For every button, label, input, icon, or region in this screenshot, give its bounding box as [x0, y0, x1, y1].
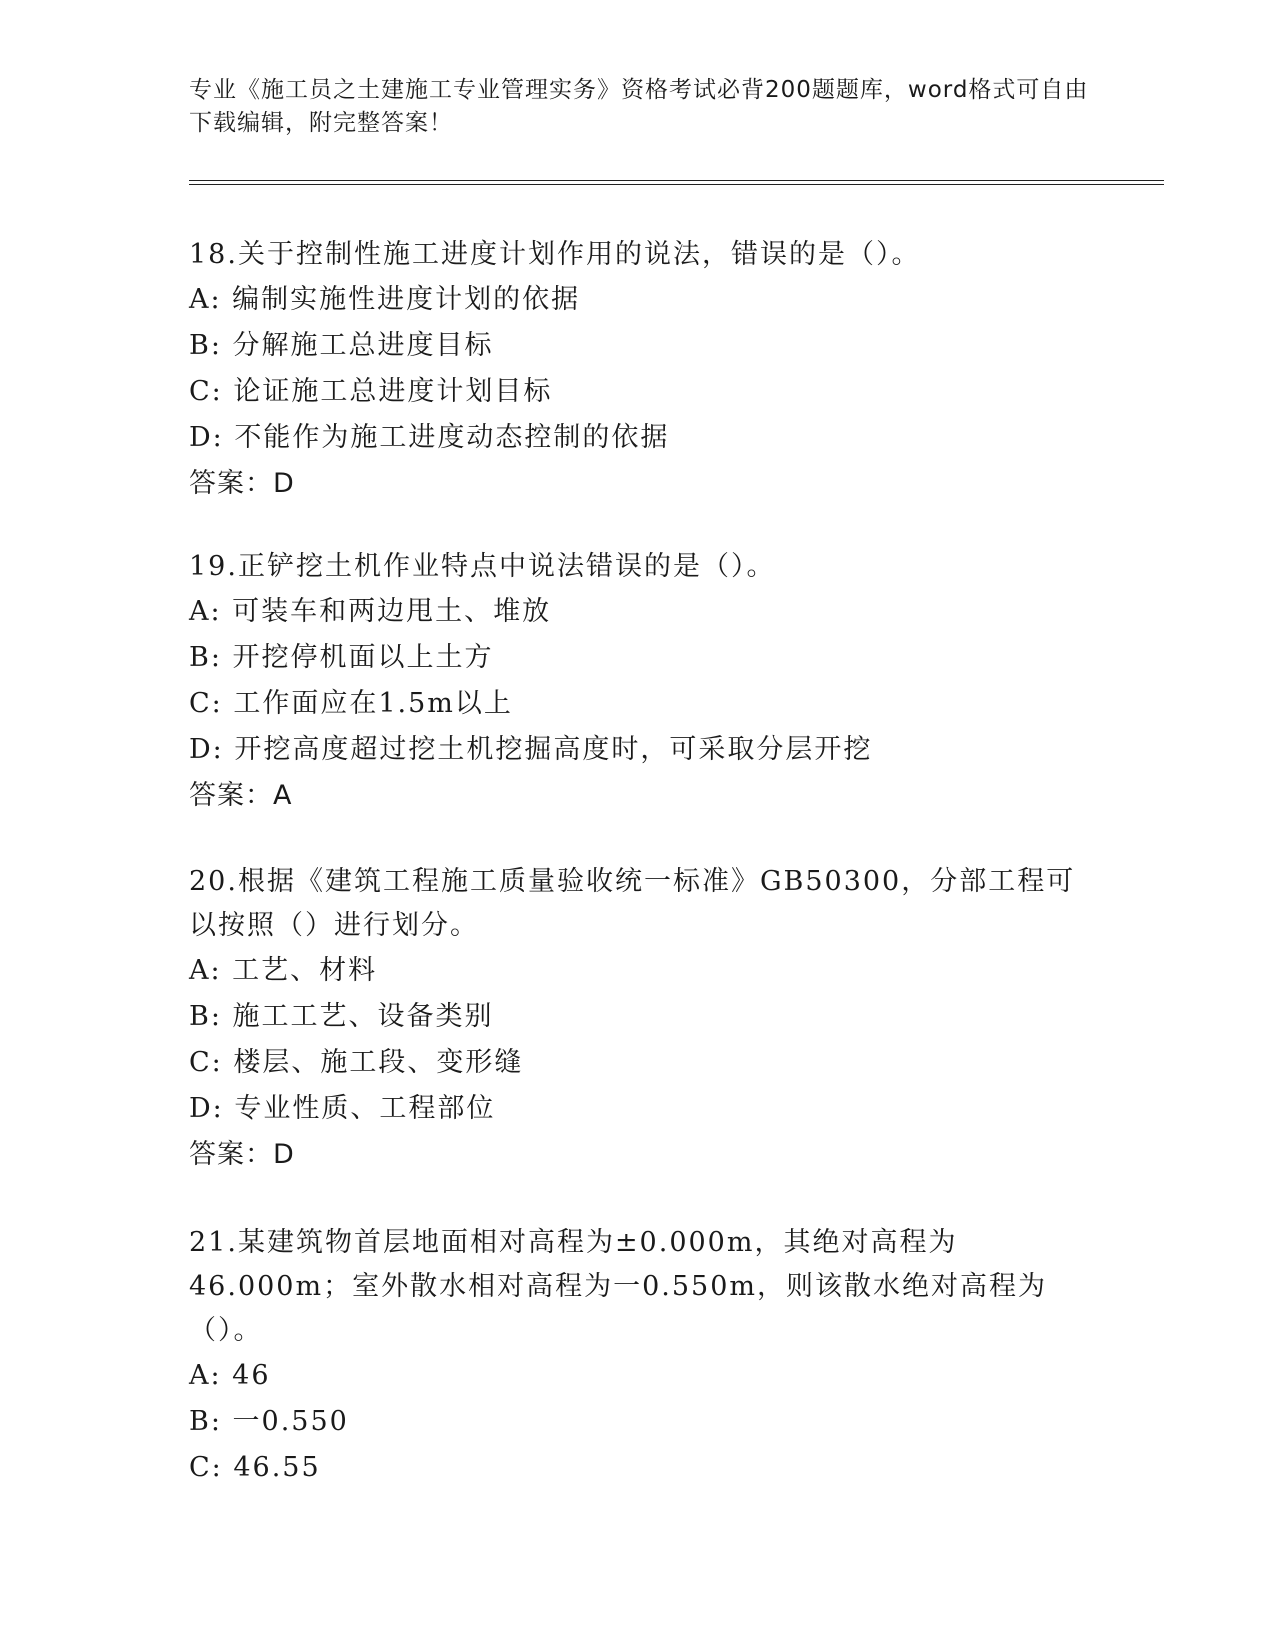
question-text: 20.根据《建筑工程施工质量验收统一标准》GB50300，分部工程可以按照（）进行划分。 [189, 866, 1076, 941]
option-d: D: 不能作为施工进度动态控制的依据 [189, 422, 670, 453]
question-18 [189, 233, 1089, 507]
option-c: C: 楼层、施工段、变形缝 [189, 1047, 524, 1078]
option-a: A: 可装车和两边甩土、堆放 [189, 596, 552, 627]
option-c: C: 46.55 [189, 1452, 321, 1483]
option-c: C: 论证施工总进度计划目标 [189, 376, 553, 407]
option-b: B: 分解施工总进度目标 [189, 330, 494, 361]
question-21 [189, 1221, 1089, 1491]
option-a: A: 编制实施性进度计划的依据 [189, 284, 581, 315]
question-20 [189, 860, 1089, 1178]
question-19 [189, 545, 1089, 819]
answer: 答案：D [189, 468, 295, 499]
header-divider-top [189, 180, 1164, 181]
answer: 答案：D [189, 1139, 295, 1170]
question-text: 21.某建筑物首层地面相对高程为±0.000m，其绝对高程为46.000m；室外散水相对高程为一0.550m，则该散水绝对高程为（）。 [189, 1227, 1047, 1346]
option-d: D: 专业性质、工程部位 [189, 1093, 496, 1124]
document-header: 专业《施工员之土建施工专业管理实务》资格考试必背200题题库，word格式可自由下载编辑，附完整答案！ [189, 77, 1089, 136]
option-d: D: 开挖高度超过挖土机挖掘高度时，可采取分层开挖 [189, 734, 873, 765]
option-b: B: 施工工艺、设备类别 [189, 1001, 494, 1032]
option-b: B: 一0.550 [189, 1406, 349, 1437]
question-text: 18.关于控制性施工进度计划作用的说法，错误的是（）。 [189, 239, 921, 270]
option-c: C: 工作面应在1.5m以上 [189, 688, 513, 719]
question-text: 19.正铲挖土机作业特点中说法错误的是（）。 [189, 551, 776, 582]
option-a: A: 46 [189, 1360, 271, 1391]
answer: 答案：A [189, 780, 293, 811]
option-b: B: 开挖停机面以上土方 [189, 642, 494, 673]
header-divider-bottom [189, 184, 1164, 185]
option-a: A: 工艺、材料 [189, 955, 378, 986]
